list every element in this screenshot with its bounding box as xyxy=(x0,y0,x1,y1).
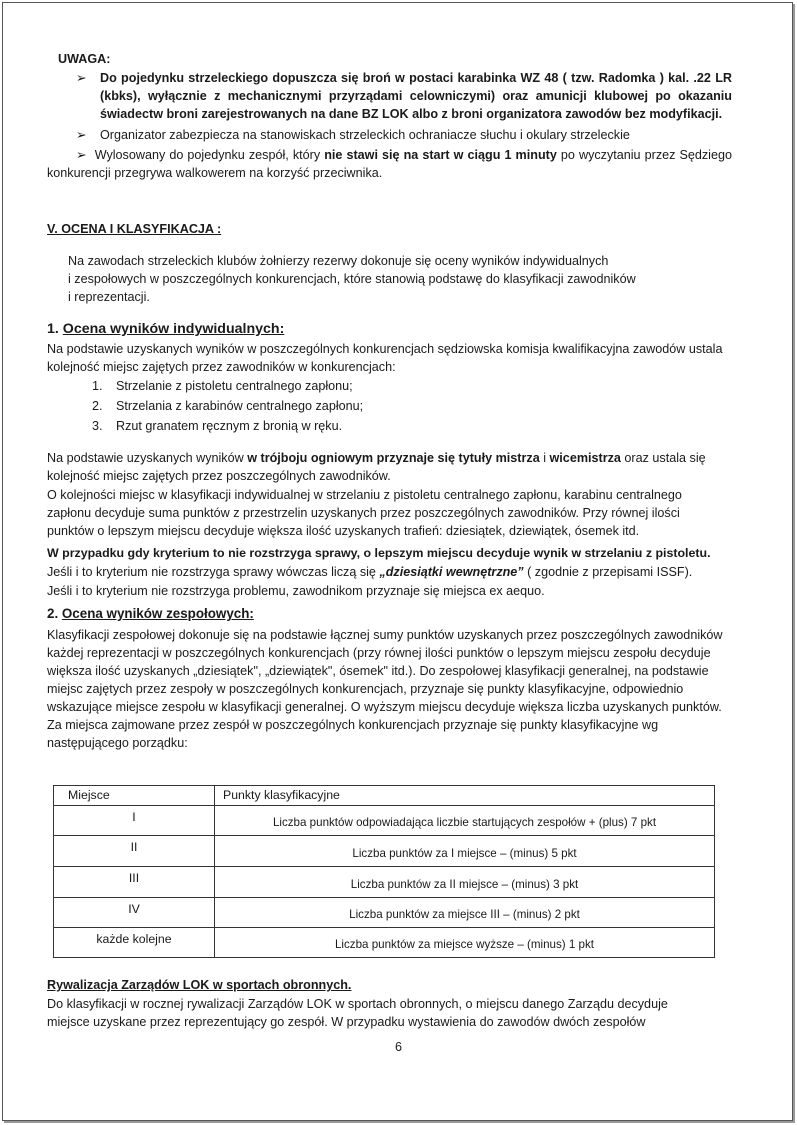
table-cell-place: I xyxy=(54,806,215,836)
arrow-bullet-icon: ➢ xyxy=(76,128,87,142)
individual-intro: Na podstawie uzyskanych wyników w poszczególnych konkurencjach sędziowska komisja kwalifikacyjna zawodów ustala kolejność miejsc zajętych przez zawodników w konkurencjach: xyxy=(47,342,723,374)
table-cell-place: każde kolejne xyxy=(54,928,215,958)
paragraph-text: i xyxy=(539,451,550,465)
rivalry-line: Do klasyfikacji w rocznej rywalizacji Zarządów LOK w sportach obronnych, o miejscu danego Zarządu decyduje xyxy=(47,997,668,1011)
note-bullet-walkover xyxy=(47,146,732,182)
section-heading: V. OCENA I KLASYFIKACJA : xyxy=(47,222,222,236)
table-header-cell: Punkty klasyfikacyjne xyxy=(215,786,715,806)
individual-tiebreak-inner-tens xyxy=(47,563,737,581)
individual-heading-number: 1. xyxy=(47,321,63,337)
individual-ex-aequo: Jeśli i to kryterium nie rozstrzyga problemu, zawodnikom przyznaje się miejsca ex aequo. xyxy=(47,584,545,598)
table-cell-place: III xyxy=(54,867,215,898)
rivalry-line: miejsce uzyskane przez reprezentujący go zespół. W przypadku wystawienia do zawodów dwóch zespołów xyxy=(47,1015,646,1029)
table-cell-points: Liczba punktów za miejsce wyższe – (minus) 1 pkt xyxy=(215,928,715,958)
individual-tiebreak-bold: W przypadku gdy kryterium to nie rozstrzyga sprawy, o lepszym miejscu decyduje wynik w strzelaniu z pistoletu. xyxy=(47,546,711,560)
paragraph-text: Na podstawie uzyskanych wyników xyxy=(47,451,248,465)
table-row xyxy=(54,867,715,898)
table-row xyxy=(54,928,715,958)
list-item-text: Rzut granatem ręcznym z bronią w ręku. xyxy=(116,419,343,433)
individual-order-paragraph: O kolejności miejsc w klasyfikacji indywidualnej w strzelaniu z pistoletu centralnego zapłonu, karabinu centralnego zapłonu decyduje suma punktów z przestrzelin uzyskanych przez poszczególnych zawodników. Przy równej ilości punktów o lepszym miejscu decyduje większa ilość uzyskanych trafień: dziesiątek, dziewiątek, ósemek itd. xyxy=(47,488,682,538)
team-heading-number: 2. xyxy=(47,606,62,621)
paragraph-bold: wicemistrza xyxy=(549,451,621,465)
table-row xyxy=(54,806,715,836)
arrow-bullet-icon: ➢ xyxy=(76,148,87,162)
rivalry-heading: Rywalizacja Zarządów LOK w sportach obronnych. xyxy=(47,978,352,992)
note-title: UWAGA: xyxy=(58,52,111,66)
list-item-text: Strzelania z karabinów centralnego zapłonu; xyxy=(116,399,364,413)
individual-heading xyxy=(47,320,284,338)
table-row xyxy=(54,898,715,928)
section-intro-line: i zespołowych w poszczególnych konkurencjach, które stanowią podstawę do klasyfikacji zawodników xyxy=(68,272,636,286)
rivalry-paragraph xyxy=(47,995,747,1031)
table-cell-place: IV xyxy=(54,898,215,928)
note-bullet-walkover-text: Wylosowany do pojedynku zespół, który xyxy=(94,148,325,162)
list-item-text: Strzelanie z pistoletu centralnego zapłonu; xyxy=(116,379,353,393)
section-intro-line: Na zawodach strzeleckich klubów żołnierzy rezerwy dokonuje się oceny wyników indywidualnych xyxy=(68,254,609,268)
list-item-number: 1. xyxy=(92,379,103,393)
table-cell-place: II xyxy=(54,836,215,867)
team-paragraph: Klasyfikacji zespołowej dokonuje się na podstawie łącznej sumy punktów uzyskanych przez poszczególnych zawodników każdej reprezentacji w poszczególnych konkurencjach (przy równej ilości punktów o lepszym miejscu zespołu decyduje większa ilość uzyskanych „dziesiątek", „dziewiątek", ósemek" itd.). Do zespołowej klasyfikacji generalnej, na podstawie miejsc zajętych przez zespoły w poszczególnych konkurencjach, przyznaje się punkty klasyfikacyjne, odpowiednio wskazujące miejsce zespołu w klasyfikacji generalnej. O wyższym miejscu decyduje większa liczba uzyskanych punktów. Za miejsca zajmowane przez zespół w poszczególnych konkurencjach przyznaje się punkty klasyfikacyjne wg następującego porządku: xyxy=(47,628,723,750)
team-heading xyxy=(47,605,254,623)
paragraph-bold-italic: „dziesiątki wewnętrzne” xyxy=(379,565,524,579)
individual-heading-text: Ocena wyników indywidualnych: xyxy=(62,321,285,337)
note-bullet-protection xyxy=(76,126,732,144)
arrow-bullet-icon: ➢ xyxy=(76,71,87,85)
table-cell-points: Liczba punktów za I miejsce – (minus) 5 pkt xyxy=(215,836,715,867)
table-header-row xyxy=(54,786,715,806)
note-bullet-weapon-text: Do pojedynku strzeleckiego dopuszcza się broń w postaci karabinka WZ 48 ( tzw. Radomka ) kal. .22 LR (kbks), wyłącznie z mechanicznymi przyrządami celowniczymi) oraz amunicji klubowej po okazaniu świadectw broni zarejestrowanych na dane BZ LOK albo z broni organizatora zawodów bez modyfikacji. xyxy=(100,71,732,121)
note-bullet-walkover-text-end: po wyczytaniu przez Sędziego konkurencji przegrywa walkowerem na korzyść przeciwnika. xyxy=(47,148,732,180)
points-table xyxy=(53,785,715,958)
list-item xyxy=(92,377,353,395)
list-item xyxy=(92,397,363,415)
table-cell-points: Liczba punktów za II miejsce – (minus) 3 pkt xyxy=(215,867,715,898)
paragraph-bold: w trójboju ogniowym przyznaje się tytuły mistrza xyxy=(247,451,540,465)
note-bullet-protection-text: Organizator zabezpiecza na stanowiskach strzeleckich ochraniacze słuchu i okulary strzeleckie xyxy=(100,128,630,142)
list-item-number: 2. xyxy=(92,399,103,413)
individual-titles-paragraph xyxy=(47,449,727,485)
paragraph-text: Jeśli i to kryterium nie rozstrzyga sprawy wówczas liczą się xyxy=(47,565,380,579)
table-cell-points: Liczba punktów odpowiadająca liczbie startujących zespołów + (plus) 7 pkt xyxy=(215,806,715,836)
list-item-number: 3. xyxy=(92,419,103,433)
table-row xyxy=(54,836,715,867)
table-header-cell: Miejsce xyxy=(54,786,215,806)
page-number: 6 xyxy=(394,1040,402,1054)
table-cell-points: Liczba punktów za miejsce III – (minus) 2 pkt xyxy=(215,898,715,928)
section-intro xyxy=(68,252,728,306)
note-bullet-weapon xyxy=(76,69,732,123)
paragraph-text: oraz ustala się kolejność miejsc zajętych przez poszczególnych zawodników. xyxy=(47,451,706,483)
list-item xyxy=(92,417,342,435)
section-intro-line: i reprezentacji. xyxy=(68,290,150,304)
paragraph-text: ( zgodnie z przepisami ISSF). xyxy=(523,565,693,579)
team-heading-text: Ocena wyników zespołowych: xyxy=(61,606,254,621)
note-bullet-walkover-bold: nie stawi się na start w ciągu 1 minuty xyxy=(324,148,557,162)
